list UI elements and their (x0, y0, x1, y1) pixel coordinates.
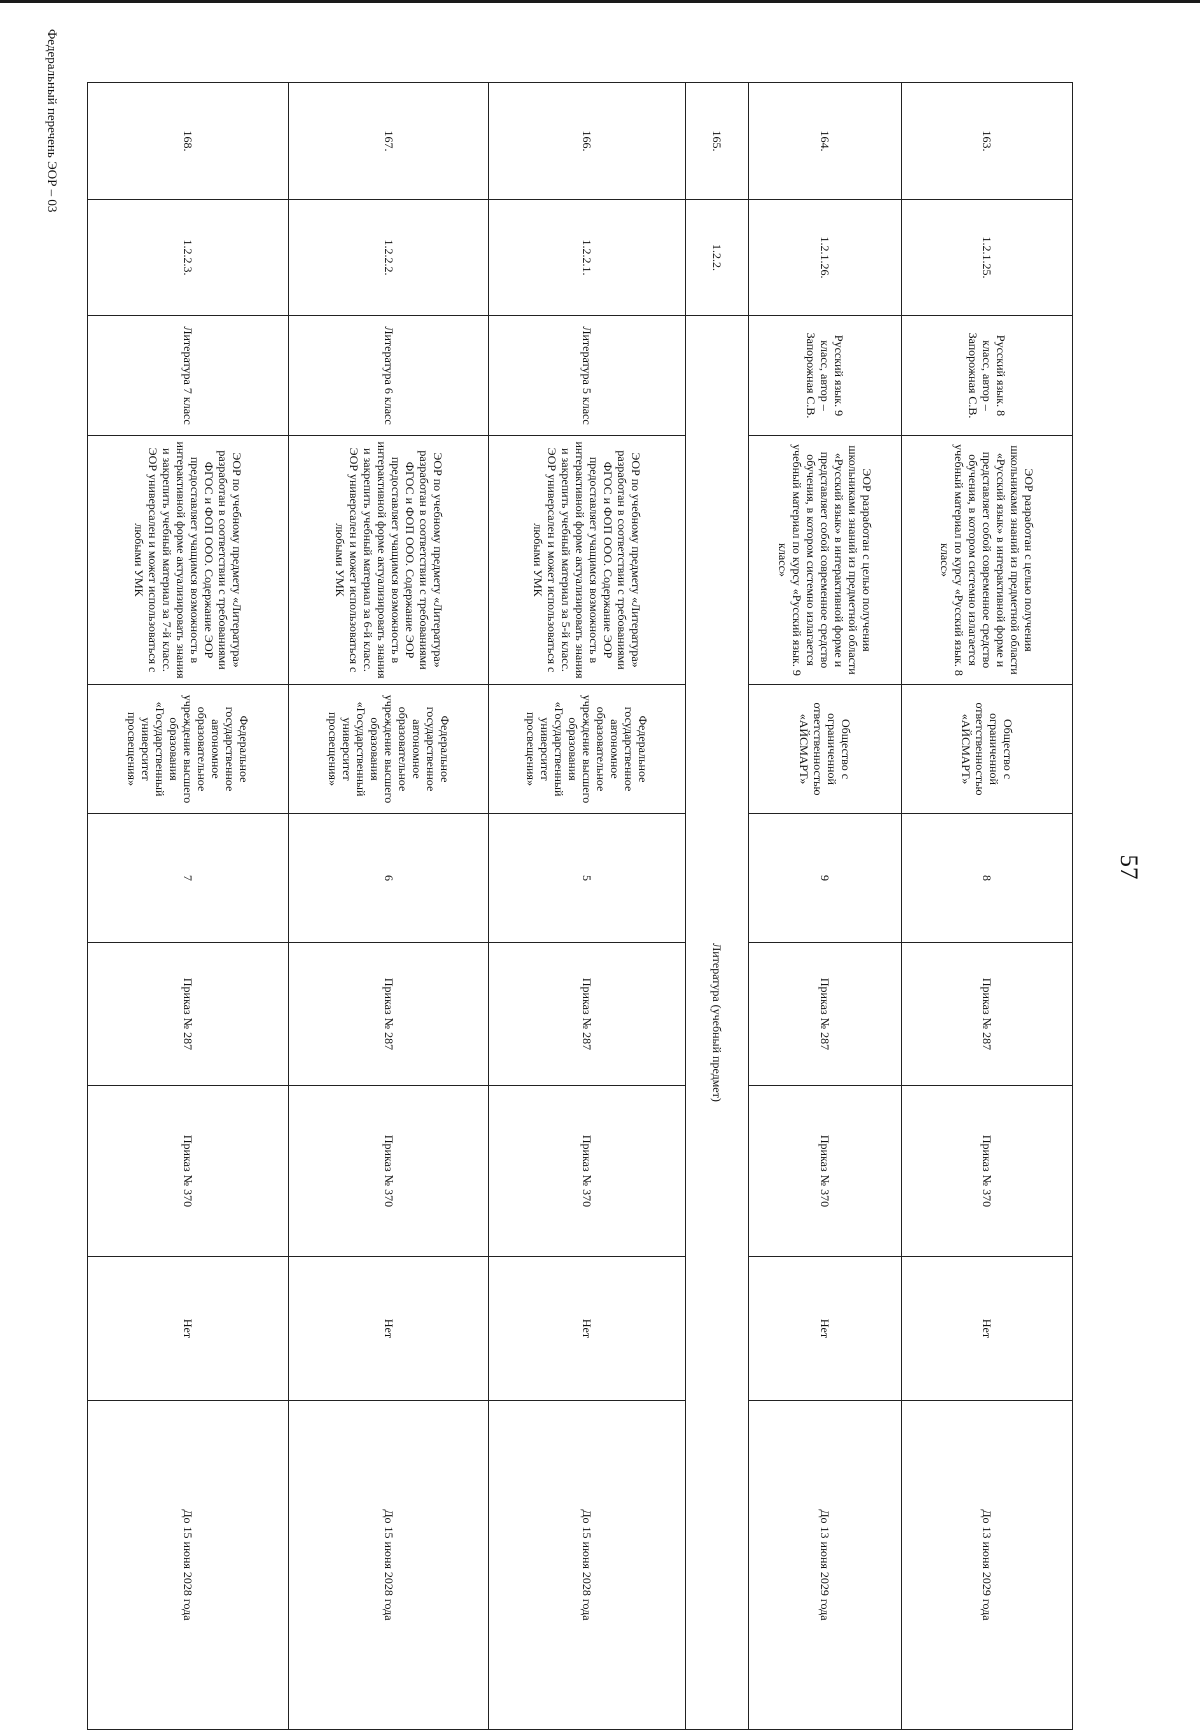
row-code: 1.2.2.3. (88, 200, 289, 316)
registry-table-wrapper (87, 82, 1073, 1629)
row-order-1: Приказ № 287 (749, 943, 901, 1086)
row-order-2: Приказ № 370 (88, 1086, 289, 1257)
row-author: Федеральное государственное автономное образовательное учреждение высшего образования «Государственный университет просвещения» (88, 685, 289, 814)
table-row (901, 83, 1072, 1730)
section-number: 165. (686, 83, 749, 200)
section-title: Литература (учебный предмет) (686, 316, 749, 1730)
row-date: До 15 июня 2028 года (289, 1401, 489, 1730)
row-grade: 5 (489, 814, 686, 943)
row-order-2: Приказ № 370 (749, 1086, 901, 1257)
table-row (489, 83, 686, 1730)
row-ovz: Нет (289, 1257, 489, 1401)
row-code: 1.2.2.2. (289, 200, 489, 316)
row-name: Русский язык. 8 класс, автор – Запорожная С.В. (901, 316, 1072, 436)
row-ovz: Нет (489, 1257, 686, 1401)
row-description: ЭОР разработан с целью получения школьниками знаний из предметной области «Русский язык» в интерактивной форме и представляет собой современное средство обучения, в котором системно излагается учебный материал по курсу «Русский язык. 9 класс» (749, 436, 901, 685)
table-row (88, 83, 289, 1730)
row-name: Литература 5 класс (489, 316, 686, 436)
registry-table (87, 82, 1073, 1730)
row-order-1: Приказ № 287 (88, 943, 289, 1086)
top-rule (0, 0, 1200, 3)
row-ovz: Нет (749, 1257, 901, 1401)
row-number: 166. (489, 83, 686, 200)
row-number: 168. (88, 83, 289, 200)
table-row (749, 83, 901, 1730)
row-ovz: Нет (901, 1257, 1072, 1401)
row-grade: 8 (901, 814, 1072, 943)
row-order-2: Приказ № 370 (901, 1086, 1072, 1257)
row-date: До 13 июня 2029 года (749, 1401, 901, 1730)
row-order-1: Приказ № 287 (289, 943, 489, 1086)
row-code: 1.2.1.26. (749, 200, 901, 316)
row-order-1: Приказ № 287 (901, 943, 1072, 1086)
page-footer: Федеральный перечень ЭОР – 03 (45, 29, 60, 213)
row-number: 167. (289, 83, 489, 200)
row-code: 1.2.1.25. (901, 200, 1072, 316)
row-grade: 6 (289, 814, 489, 943)
row-grade: 7 (88, 814, 289, 943)
row-author: Общество с ограниченной ответственностью «АЙСМАРТ» (749, 685, 901, 814)
section-row (686, 83, 749, 1730)
row-code: 1.2.2.1. (489, 200, 686, 316)
row-date: До 15 июня 2028 года (489, 1401, 686, 1730)
row-description: ЭОР по учебному предмету «Литература» разработан в соответствии с требованиями ФГОС и ФОП ООО. Содержание ЭОР предоставляет учащимся возможность в интерактивной форме актуализировать знания и закрепить учебный материал за 7-й класс. ЭОР универсален и может использоваться с любыми УМК (88, 436, 289, 685)
row-name: Литература 7 класс (88, 316, 289, 436)
row-number: 164. (749, 83, 901, 200)
row-order-2: Приказ № 370 (489, 1086, 686, 1257)
row-name: Литература 6 класс (289, 316, 489, 436)
row-ovz: Нет (88, 1257, 289, 1401)
row-order-2: Приказ № 370 (289, 1086, 489, 1257)
row-description: ЭОР разработан с целью получения школьниками знаний из предметной области «Русский язык» в интерактивной форме и представляет собой современное средство обучения, в котором системно излагается учебный материал по курсу «Русский язык. 8 класс» (901, 436, 1072, 685)
row-grade: 9 (749, 814, 901, 943)
row-date: До 13 июня 2029 года (901, 1401, 1072, 1730)
row-description: ЭОР по учебному предмету «Литература» разработан в соответствии с требованиями ФГОС и ФОП ООО. Содержание ЭОР предоставляет учащимся возможность в интерактивной форме актуализировать знания и закрепить учебный материал за 5-й класс. ЭОР универсален и может использоваться с любыми УМК (489, 436, 686, 685)
page-number: 57 (1115, 854, 1142, 880)
row-date: До 15 июня 2028 года (88, 1401, 289, 1730)
row-author: Федеральное государственное автономное образовательное учреждение высшего образования «Государственный университет просвещения» (489, 685, 686, 814)
row-author: Федеральное государственное автономное образовательное учреждение высшего образования «Государственный университет просвещения» (289, 685, 489, 814)
row-name: Русский язык. 9 класс, автор – Запорожная С.В. (749, 316, 901, 436)
row-author: Общество с ограниченной ответственностью «АЙСМАРТ» (901, 685, 1072, 814)
row-order-1: Приказ № 287 (489, 943, 686, 1086)
section-code: 1.2.2. (686, 200, 749, 316)
row-description: ЭОР по учебному предмету «Литература» разработан в соответствии с требованиями ФГОС и ФОП ООО. Содержание ЭОР предоставляет учащимся возможность в интерактивной форме актуализировать знания и закрепить учебный материал за 6-й класс. ЭОР универсален и может использоваться с любыми УМК (289, 436, 489, 685)
row-number: 163. (901, 83, 1072, 200)
table-row (289, 83, 489, 1730)
